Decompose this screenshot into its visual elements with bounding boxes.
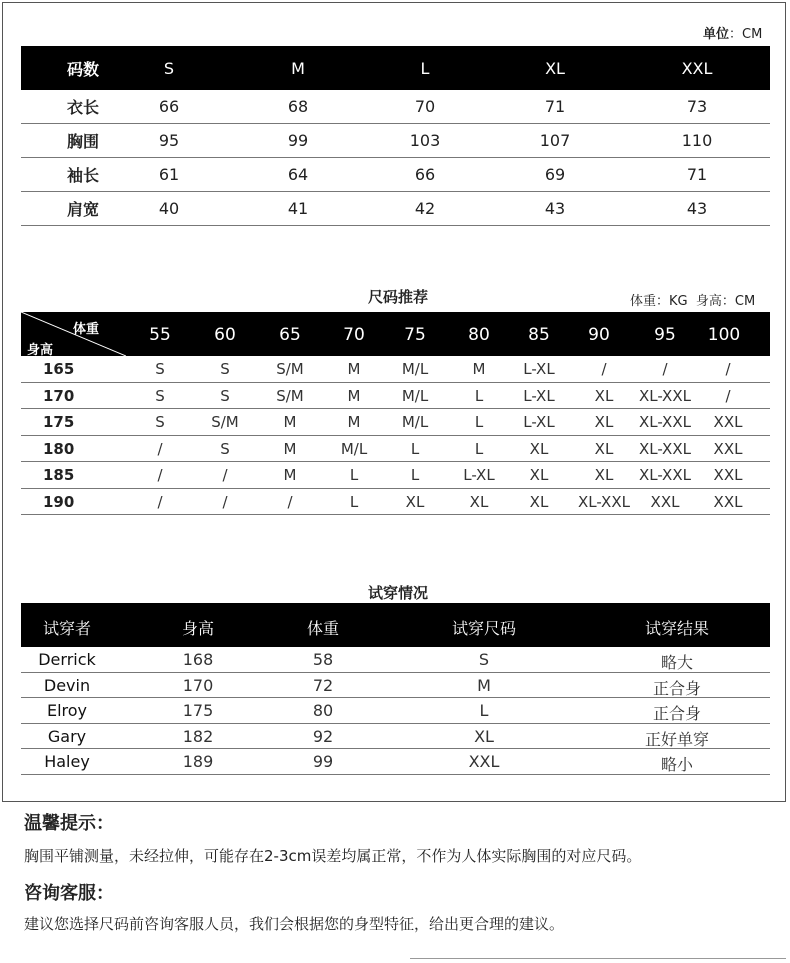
table-cell: 正好单穿: [644, 729, 710, 749]
size-cell: S: [220, 386, 230, 405]
tester-name: Devin: [43, 675, 91, 695]
size-cell: XL: [405, 492, 425, 511]
table-row: [21, 158, 770, 192]
size-cell: M/L: [401, 413, 429, 431]
size-cell: L-XL: [523, 413, 555, 431]
table-cell: 182: [182, 726, 214, 746]
size-cell: XL: [529, 492, 549, 511]
table-cell: XXL: [468, 752, 500, 771]
size-cell: L: [349, 492, 359, 511]
table-cell: 略大: [660, 653, 694, 672]
height-label: 180: [43, 439, 75, 458]
header-cell: 身高: [181, 619, 215, 638]
weight-header: 70: [343, 325, 365, 345]
unit-label: 单位：CM: [703, 27, 763, 42]
height-label: 175: [43, 413, 75, 431]
table-cell: 43: [686, 199, 708, 218]
table-cell: 95: [158, 131, 180, 150]
size-cell: M: [283, 439, 297, 458]
weight-header: 100: [707, 325, 741, 345]
recommend-title: 尺码推荐: [367, 288, 429, 306]
fitting-body: [21, 647, 770, 775]
size-cell: XL: [529, 466, 549, 484]
service-title: 咨询客服：: [24, 883, 114, 904]
table-header: [21, 603, 770, 647]
table-cell: 92: [312, 726, 334, 746]
size-cell: S: [220, 360, 230, 378]
weight-header: 80: [468, 325, 490, 345]
table-cell: 68: [287, 97, 309, 116]
size-cell: S: [155, 413, 165, 431]
table-row: [21, 436, 770, 463]
tester-name: Elroy: [46, 701, 88, 720]
table-cell: 168: [182, 650, 214, 669]
size-cell: /: [725, 360, 731, 378]
table-row: [21, 192, 770, 226]
height-label: 190: [43, 492, 75, 511]
table-cell: 107: [539, 131, 571, 150]
size-cell: S: [155, 386, 165, 405]
weight-header: 90: [588, 325, 610, 345]
tester-name: Gary: [47, 726, 87, 746]
size-cell: /: [725, 386, 731, 405]
size-cell: L: [410, 439, 420, 458]
table-cell: 66: [414, 165, 436, 184]
table-cell: 58: [312, 650, 334, 669]
size-cell: M: [347, 360, 361, 378]
size-cell: S: [155, 360, 165, 378]
table-row: [21, 383, 770, 410]
size-cell: /: [287, 492, 293, 511]
table-cell: 正合身: [652, 704, 702, 723]
size-recommendation-table: [21, 312, 770, 515]
size-cell: /: [601, 360, 607, 378]
fitting-title: 试穿情况: [367, 584, 429, 602]
size-cell: XXL: [713, 492, 743, 511]
table-row: [21, 409, 770, 436]
table-row: [21, 647, 770, 673]
header-cell: 试穿者: [42, 619, 92, 638]
size-cell: /: [222, 492, 228, 511]
size-cell: /: [222, 466, 228, 484]
table-cell: 略小: [660, 755, 694, 774]
weight-header: 65: [279, 325, 301, 345]
size-cell: M: [472, 360, 486, 378]
size-cell: XL: [469, 492, 489, 511]
header-cell: XL: [545, 58, 565, 78]
size-cell: M: [283, 413, 297, 431]
row-label: 肩宽: [66, 200, 100, 219]
table-cell: 170: [182, 675, 214, 695]
header-cell: XXL: [681, 58, 713, 78]
table-cell: 110: [681, 131, 713, 150]
table-cell: M: [477, 675, 491, 695]
table-cell: XL: [474, 726, 494, 746]
corner-weight-label: 体重: [73, 322, 100, 337]
size-cell: /: [662, 360, 668, 378]
size-cell: L: [349, 466, 359, 484]
table-row: [21, 749, 770, 775]
size-cell: M: [347, 386, 361, 405]
table-cell: 73: [686, 97, 708, 116]
table-header: [21, 312, 770, 356]
table-cell: 103: [409, 131, 441, 150]
table-cell: 99: [312, 752, 334, 771]
size-cell: XL-XXL: [639, 466, 691, 484]
weight-header: 75: [404, 325, 426, 345]
table-cell: 正合身: [652, 678, 702, 698]
size-cell: S/M: [211, 413, 239, 431]
service-text: 建议您选择尺码前咨询客服人员，我们会根据您的身型特征，给出更合理的建议。: [24, 915, 565, 933]
size-cell: XL: [594, 386, 614, 405]
table-row: [21, 356, 770, 383]
size-cell: L-XL: [463, 466, 495, 484]
table-cell: 72: [312, 675, 334, 695]
weight-header: 55: [149, 325, 171, 345]
size-cell: XXL: [713, 413, 743, 431]
size-cell: M: [283, 466, 297, 484]
size-cell: XL-XXL: [639, 439, 691, 458]
tip-text: 胸围平铺测量，未经拉伸，可能存在2-3cm误差均属正常，不作为人体实际胸围的对应尺码。: [24, 847, 642, 865]
table-cell: 66: [158, 97, 180, 116]
header-cell: 码数: [66, 59, 100, 79]
table-cell: 99: [287, 131, 309, 150]
recommendation-body: [21, 356, 770, 515]
table-cell: 71: [686, 165, 708, 184]
size-cell: L: [410, 466, 420, 484]
height-label: 165: [43, 360, 75, 378]
table-row: [21, 462, 770, 489]
table-row: [21, 124, 770, 158]
size-cell: XXL: [713, 466, 743, 484]
size-cell: M/L: [401, 360, 429, 378]
table-cell: 71: [544, 97, 566, 116]
table-cell: 61: [158, 165, 180, 184]
tip-title: 温馨提示：: [24, 813, 114, 834]
size-cell: S/M: [276, 386, 304, 405]
table-cell: L: [479, 701, 489, 720]
weight-header: 85: [528, 325, 550, 345]
corner-height-label: 身高: [27, 343, 54, 358]
size-cell: XXL: [713, 439, 743, 458]
fitting-table: [21, 603, 770, 775]
size-cell: /: [157, 466, 163, 484]
size-cell: L-XL: [523, 360, 555, 378]
table-cell: S: [478, 650, 490, 669]
table-row: [21, 698, 770, 724]
recommend-units: 体重：KG 身高：CM: [630, 294, 756, 309]
table-row: [21, 489, 770, 516]
header-cell: M: [291, 58, 305, 78]
table-cell: 42: [414, 199, 436, 218]
size-cell: M: [347, 413, 361, 431]
header-cell: 试穿结果: [644, 619, 710, 638]
header-cell: 试穿尺码: [451, 619, 517, 638]
weight-header: 60: [214, 325, 236, 345]
size-cell: XL-XXL: [639, 386, 691, 405]
size-cell: L: [474, 439, 484, 458]
table-row: [21, 673, 770, 699]
size-cell: XXL: [650, 492, 680, 511]
table-cell: 80: [312, 701, 334, 720]
weight-header: 95: [654, 325, 676, 345]
table-cell: 70: [414, 97, 436, 116]
size-cell: M/L: [340, 439, 368, 458]
table-cell: 43: [544, 199, 566, 218]
divider: [410, 958, 786, 959]
header-cell: L: [420, 58, 430, 78]
height-label: 185: [43, 466, 75, 484]
size-cell: /: [157, 439, 163, 458]
table-cell: 41: [287, 199, 309, 218]
row-label: 袖长: [66, 166, 100, 185]
table-cell: 69: [544, 165, 566, 184]
table-row: [21, 724, 770, 750]
size-cell: XL: [594, 413, 614, 431]
height-label: 170: [43, 386, 75, 405]
size-cell: S: [220, 439, 230, 458]
size-cell: XL: [529, 439, 549, 458]
size-cell: XL-XXL: [578, 492, 630, 511]
size-measurement-table: [21, 46, 770, 226]
tester-name: Derrick: [38, 650, 96, 669]
size-cell: M/L: [401, 386, 429, 405]
size-cell: XL-XXL: [639, 413, 691, 431]
tester-name: Haley: [44, 752, 90, 771]
size-cell: L: [474, 413, 484, 431]
table-cell: 175: [182, 701, 214, 720]
table-cell: 40: [158, 199, 180, 218]
row-label: 衣长: [66, 98, 100, 117]
header-cell: 体重: [306, 619, 340, 638]
size-cell: L-XL: [523, 386, 555, 405]
size-cell: XL: [594, 439, 614, 458]
table-row: [21, 90, 770, 124]
size-cell: S/M: [276, 360, 304, 378]
size-cell: L: [474, 386, 484, 405]
header-cell: S: [163, 58, 175, 78]
table-cell: 189: [182, 752, 214, 771]
table-cell: 64: [287, 165, 309, 184]
row-label: 胸围: [66, 132, 100, 151]
size-cell: /: [157, 492, 163, 511]
table-header: [21, 46, 770, 90]
size-cell: XL: [594, 466, 614, 484]
